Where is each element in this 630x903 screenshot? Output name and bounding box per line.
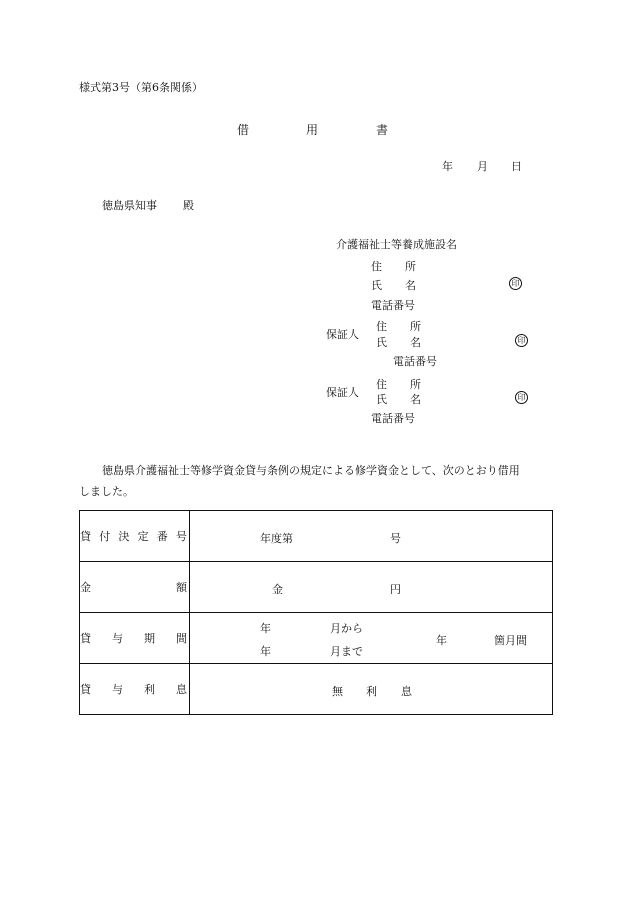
table-row xyxy=(80,664,553,715)
phone-label: 電話番号 xyxy=(371,299,415,312)
body-line: しました。 xyxy=(79,485,134,498)
label-char: 貸 xyxy=(80,683,91,696)
address-char: 所 xyxy=(410,320,421,333)
label-char: 号 xyxy=(175,530,187,543)
label-char: 与 xyxy=(112,683,123,696)
loan-interest-value xyxy=(190,664,553,715)
facility-label: 介護福祉士等養成施設名 xyxy=(336,238,457,251)
address-char: 住 xyxy=(371,260,382,273)
date-day: 日 xyxy=(511,160,522,173)
name-char: 氏 xyxy=(376,393,387,406)
address-char: 住 xyxy=(376,320,387,333)
amount-label xyxy=(80,562,190,613)
label-char: 息 xyxy=(176,683,187,696)
label-char: 期 xyxy=(144,632,155,645)
label-char: 付 xyxy=(99,530,111,543)
label-char: 間 xyxy=(176,632,187,645)
label-char: 利 xyxy=(144,683,155,696)
loan-period-label xyxy=(80,613,190,664)
title-char: 書 xyxy=(376,123,389,137)
loan-period-value[interactable] xyxy=(190,613,553,664)
label-char: 定 xyxy=(137,530,149,543)
phone-label: 電話番号 xyxy=(371,412,415,425)
label-char: 金 xyxy=(80,581,91,594)
table-row xyxy=(80,562,553,613)
title-char: 用 xyxy=(306,123,319,137)
to-month: 月まで xyxy=(330,645,363,658)
address-char: 所 xyxy=(410,378,421,391)
label-char: 与 xyxy=(112,632,123,645)
label-char: 貸 xyxy=(80,530,91,543)
name-char: 名 xyxy=(410,393,421,406)
form-number: 様式第3号（第6条関係） xyxy=(79,81,203,94)
name-char: 氏 xyxy=(376,336,387,349)
loan-details-table xyxy=(79,510,553,715)
amount-value[interactable] xyxy=(190,562,553,613)
addressee: 徳島県知事 xyxy=(102,199,157,212)
label-char: 貸 xyxy=(80,632,91,645)
interest-char: 利 xyxy=(366,685,377,698)
seal-mark: 印 xyxy=(509,277,522,290)
label-char: 番 xyxy=(156,530,168,543)
loan-interest-label xyxy=(80,664,190,715)
table-row xyxy=(80,613,553,664)
from-month: 月から xyxy=(330,622,363,635)
total-months: 箇月間 xyxy=(494,634,527,647)
amount-prefix: 金 xyxy=(272,583,283,596)
name-char: 氏 xyxy=(371,279,382,292)
phone-label: 電話番号 xyxy=(393,355,437,368)
label-char: 決 xyxy=(118,530,130,543)
interest-char: 無 xyxy=(332,685,343,698)
title-char: 借 xyxy=(237,123,250,137)
loan-decision-number-value[interactable] xyxy=(190,511,553,562)
guarantor-label: 保証人 xyxy=(326,386,359,399)
seal-mark: 印 xyxy=(515,391,528,404)
date-month: 月 xyxy=(477,160,488,173)
loan-decision-number-label xyxy=(80,511,190,562)
number-unit-text: 号 xyxy=(390,532,401,545)
to-year: 年 xyxy=(260,645,271,658)
interest-char: 息 xyxy=(401,685,412,698)
label-char: 額 xyxy=(176,581,187,594)
name-char: 名 xyxy=(405,279,416,292)
from-year: 年 xyxy=(260,622,271,635)
seal-mark: 印 xyxy=(515,334,528,347)
guarantor-label: 保証人 xyxy=(326,328,359,341)
honorific: 殿 xyxy=(183,199,194,212)
fiscal-year-text: 年度第 xyxy=(260,532,293,545)
table-row xyxy=(80,511,553,562)
date-year: 年 xyxy=(442,160,453,173)
address-char: 住 xyxy=(376,378,387,391)
body-line: 徳島県介護福祉士等修学資金貸与条例の規定による修学資金として、次のとおり借用 xyxy=(102,464,520,477)
total-year: 年 xyxy=(436,634,447,647)
address-char: 所 xyxy=(405,260,416,273)
name-char: 名 xyxy=(410,336,421,349)
yen-unit: 円 xyxy=(390,583,401,596)
